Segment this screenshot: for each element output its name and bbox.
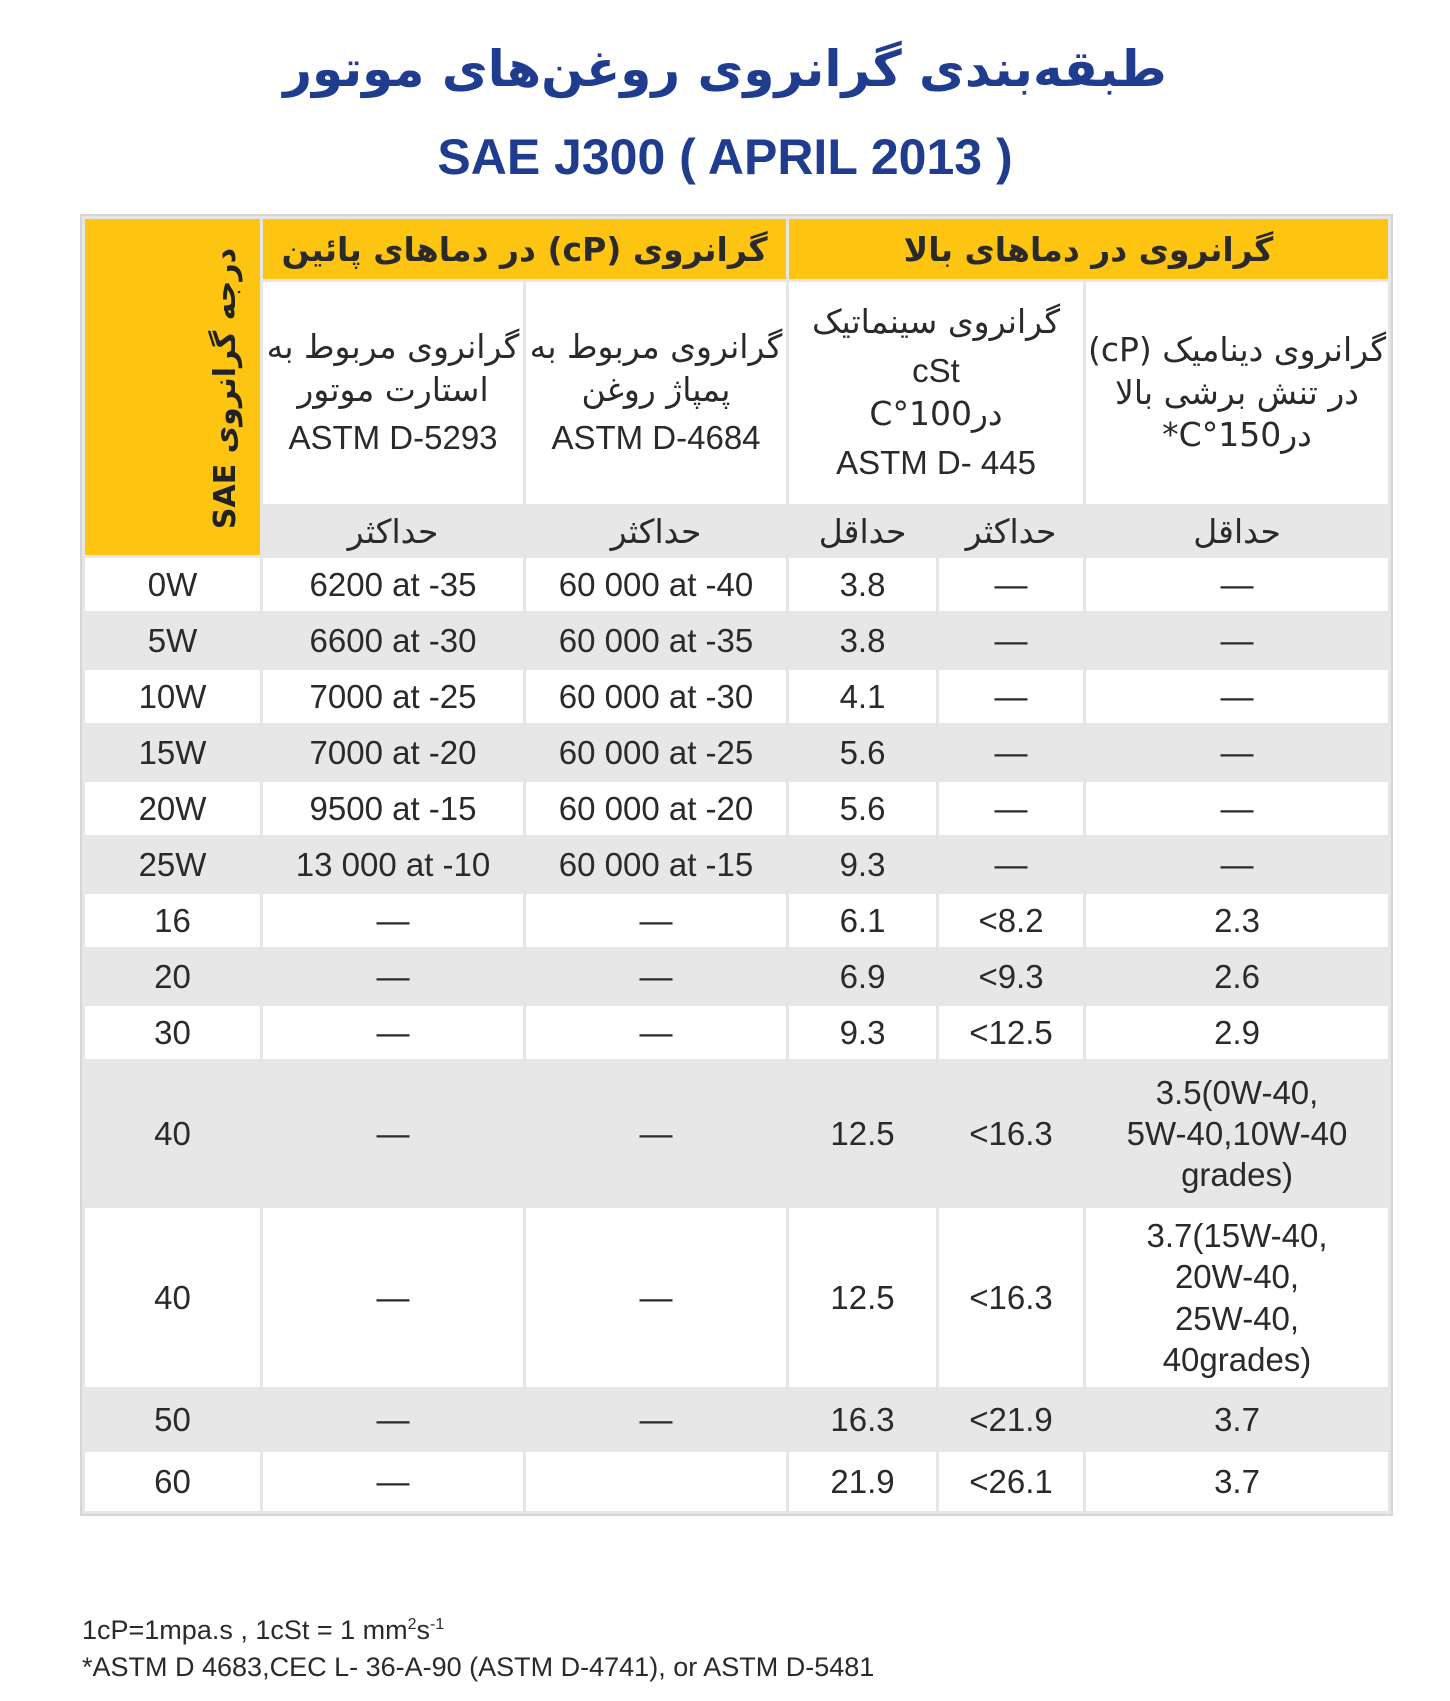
cell-cranking: — xyxy=(262,1389,525,1451)
cranking-standard: ASTM D-5293 xyxy=(288,419,498,457)
low-temp-group-header: گرانروی (cP) در دماهای پائین xyxy=(262,218,788,281)
hths-line: 3.7(15W-40, xyxy=(1146,1217,1328,1254)
page-title: طبقه‌بندی گرانروی روغن‌های موتور xyxy=(283,40,1167,98)
cell-pumping: — xyxy=(525,1389,788,1451)
kinematic-max-label: حداکثر xyxy=(938,506,1085,557)
cell-kin-max: <12.5 xyxy=(938,1005,1085,1061)
cell-hths xyxy=(1085,1207,1390,1389)
hths-label-1: گرانروی دینامیک (cP) xyxy=(1087,329,1387,369)
kinematic-unit: cSt xyxy=(912,352,960,390)
kinematic-temp: در100°C xyxy=(869,394,1003,433)
cell-grade: 10W xyxy=(84,669,262,725)
table-row xyxy=(84,781,1390,837)
table-row xyxy=(84,1005,1390,1061)
cell-kin-min: 12.5 xyxy=(788,1061,938,1207)
hths-line: grades) xyxy=(1181,1156,1293,1194)
cell-grade: 40 xyxy=(84,1061,262,1207)
cell-pumping: 60 000 at -20 xyxy=(525,781,788,837)
pumping-label-1: گرانروی مربوط به xyxy=(529,326,783,366)
footnote-units-sup-2: 2 xyxy=(407,1616,417,1633)
cell-pumping xyxy=(525,1451,788,1513)
cell-hths: 3.7 xyxy=(1085,1451,1390,1513)
cell-pumping: 60 000 at -40 xyxy=(525,557,788,613)
cell-hths: 3.7 xyxy=(1085,1389,1390,1451)
cell-hths xyxy=(1085,1061,1390,1207)
cell-cranking: — xyxy=(262,1451,525,1513)
cranking-label-1: گرانروی مربوط به xyxy=(266,326,520,366)
cell-kin-min: 6.9 xyxy=(788,949,938,1005)
cell-hths: — xyxy=(1085,781,1390,837)
cell-cranking: 6200 at -35 xyxy=(262,557,525,613)
hths-min-label: حداقل xyxy=(1085,506,1390,557)
footnote-units-text: 1cP=1mpa.s , 1cSt = 1 mm xyxy=(82,1615,408,1645)
table-row xyxy=(84,837,1390,893)
cell-hths: — xyxy=(1085,669,1390,725)
cell-pumping: 60 000 at -15 xyxy=(525,837,788,893)
pumping-label-2: پمپاژ روغن xyxy=(581,369,731,409)
cell-cranking: — xyxy=(262,893,525,949)
cell-grade: 50 xyxy=(84,1389,262,1451)
cell-kin-max: — xyxy=(938,669,1085,725)
cell-kin-min: 9.3 xyxy=(788,837,938,893)
cell-kin-min: 3.8 xyxy=(788,613,938,669)
cell-kin-max: <21.9 xyxy=(938,1389,1085,1451)
cell-hths: — xyxy=(1085,725,1390,781)
table-row xyxy=(84,613,1390,669)
hths-temp: در150°C* xyxy=(1162,415,1312,455)
cell-pumping: 60 000 at -35 xyxy=(525,613,788,669)
cell-grade: 20W xyxy=(84,781,262,837)
cranking-column-header xyxy=(262,281,525,506)
cell-kin-min: 12.5 xyxy=(788,1207,938,1389)
hths-line: 5W-40,10W-40 xyxy=(1126,1114,1348,1152)
hths-line: 25W-40, xyxy=(1174,1299,1300,1337)
cell-cranking: — xyxy=(262,1005,525,1061)
kinematic-label: گرانروی سینماتیک xyxy=(811,302,1061,342)
cell-pumping: — xyxy=(525,949,788,1005)
kinematic-standard: ASTM D- 445 xyxy=(836,443,1036,481)
table-row xyxy=(84,949,1390,1005)
footnote-units xyxy=(82,1615,444,1646)
cell-pumping: — xyxy=(525,1061,788,1207)
page-subtitle: SAE J300 ( APRIL 2013 ) xyxy=(437,129,1013,185)
cell-grade: 60 xyxy=(84,1451,262,1513)
cell-kin-max: — xyxy=(938,613,1085,669)
cell-hths: 2.6 xyxy=(1085,949,1390,1005)
cell-cranking: — xyxy=(262,1207,525,1389)
hths-line: 3.5(0W-40, xyxy=(1155,1073,1319,1111)
hths-column-header xyxy=(1085,281,1390,506)
table-row xyxy=(84,557,1390,613)
cell-hths: 2.3 xyxy=(1085,893,1390,949)
table-row xyxy=(84,669,1390,725)
sae-grade-label: درجه گرانروی SAE xyxy=(208,247,244,530)
cell-cranking: — xyxy=(262,1061,525,1207)
table-row xyxy=(84,893,1390,949)
footnote-units-s: s xyxy=(416,1615,431,1645)
cranking-max-label: حداکثر xyxy=(262,506,525,557)
cell-pumping: — xyxy=(525,1005,788,1061)
hths-line: 40grades) xyxy=(1162,1340,1312,1378)
hths-label-2: در تنش برشی بالا xyxy=(1115,372,1359,412)
kinematic-min-label: حداقل xyxy=(788,506,938,557)
cell-kin-max: <26.1 xyxy=(938,1451,1085,1513)
cell-kin-max: <16.3 xyxy=(938,1061,1085,1207)
cell-pumping: 60 000 at -30 xyxy=(525,669,788,725)
cell-cranking: 9500 at -15 xyxy=(262,781,525,837)
table-row xyxy=(84,725,1390,781)
cell-grade: 16 xyxy=(84,893,262,949)
footnote-units-sup-neg1: -1 xyxy=(430,1616,445,1633)
table-row xyxy=(84,1061,1390,1207)
cell-kin-max: <8.2 xyxy=(938,893,1085,949)
cell-grade: 25W xyxy=(84,837,262,893)
sae-grade-header xyxy=(84,218,262,557)
cell-hths: — xyxy=(1085,557,1390,613)
table-row xyxy=(84,1451,1390,1513)
hths-line: 20W-40, xyxy=(1174,1258,1300,1296)
pumping-standard: ASTM D-4684 xyxy=(551,419,761,457)
cell-hths: 2.9 xyxy=(1085,1005,1390,1061)
cell-cranking: — xyxy=(262,949,525,1005)
cell-kin-max: <16.3 xyxy=(938,1207,1085,1389)
cell-kin-max: — xyxy=(938,837,1085,893)
cell-kin-min: 16.3 xyxy=(788,1389,938,1451)
cell-pumping: 60 000 at -25 xyxy=(525,725,788,781)
pumping-column-header xyxy=(525,281,788,506)
high-temp-group-header: گرانروی در دماهای بالا xyxy=(788,218,1390,281)
cell-hths: — xyxy=(1085,837,1390,893)
cell-cranking: 7000 at -20 xyxy=(262,725,525,781)
cell-grade: 40 xyxy=(84,1207,262,1389)
cell-kin-min: 6.1 xyxy=(788,893,938,949)
table-row xyxy=(84,1389,1390,1451)
cell-kin-max: — xyxy=(938,557,1085,613)
cell-kin-min: 5.6 xyxy=(788,725,938,781)
cell-kin-min: 3.8 xyxy=(788,557,938,613)
table-row xyxy=(84,1207,1390,1389)
cell-pumping: — xyxy=(525,893,788,949)
footnote-standards: *ASTM D 4683,CEC L- 36-A-90 (ASTM D-4741), or ASTM D-5481 xyxy=(82,1652,875,1682)
cell-pumping: — xyxy=(525,1207,788,1389)
cell-cranking: 13 000 at -10 xyxy=(262,837,525,893)
cell-kin-max: — xyxy=(938,781,1085,837)
cell-cranking: 6600 at -30 xyxy=(262,613,525,669)
kinematic-column-header xyxy=(788,281,1085,506)
pumping-max-label: حداکثر xyxy=(525,506,788,557)
viscosity-table xyxy=(82,216,1391,1514)
cell-grade: 30 xyxy=(84,1005,262,1061)
cell-kin-max: <9.3 xyxy=(938,949,1085,1005)
cell-kin-min: 5.6 xyxy=(788,781,938,837)
cell-grade: 20 xyxy=(84,949,262,1005)
cranking-label-2: استارت موتور xyxy=(297,369,489,409)
cell-grade: 0W xyxy=(84,557,262,613)
cell-kin-min: 21.9 xyxy=(788,1451,938,1513)
cell-kin-min: 9.3 xyxy=(788,1005,938,1061)
cell-kin-max: — xyxy=(938,725,1085,781)
cell-grade: 5W xyxy=(84,613,262,669)
cell-cranking: 7000 at -25 xyxy=(262,669,525,725)
cell-kin-min: 4.1 xyxy=(788,669,938,725)
cell-grade: 15W xyxy=(84,725,262,781)
cell-hths: — xyxy=(1085,613,1390,669)
